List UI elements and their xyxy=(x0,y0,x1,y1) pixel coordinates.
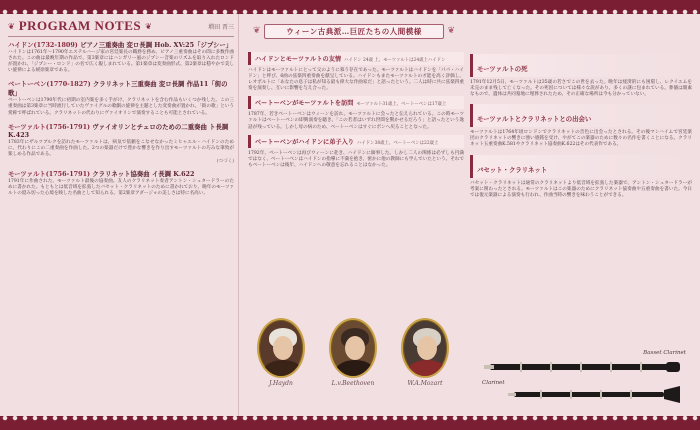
section-title: モーツァルトの死 xyxy=(477,65,528,73)
haydn-portrait-image xyxy=(257,318,305,378)
clarinet-drawing xyxy=(480,348,690,418)
face-shape xyxy=(417,336,437,360)
section-title: ベートーベンがモーツァルトを訪問 xyxy=(255,100,354,108)
program-notes-page xyxy=(8,18,234,414)
section-subtitle: ハイドン38歳上、ベートーベンは22歳上 xyxy=(357,140,439,146)
portrait-mozart xyxy=(394,318,456,387)
work-title: クラリネット三重奏曲 変ロ長調 作品11「街の歌」 xyxy=(8,80,228,98)
work-title: クラリネット協奏曲 イ長調 K.622 xyxy=(92,169,195,178)
coat-shape xyxy=(335,360,375,378)
entry-title xyxy=(8,79,234,97)
clarinet-icon xyxy=(508,386,680,403)
basset-clarinet-icon xyxy=(484,362,680,372)
banner-title: ❦ ウィーン古典派…巨匠たちの人間模様 xyxy=(286,27,422,36)
entry-title xyxy=(8,122,234,139)
program-notes-header xyxy=(8,18,234,37)
portrait-caption: J.Haydn xyxy=(269,380,293,387)
section-body: 1787年、若きベートーベンはウィーンを訪れ、モーツァルトに会ったと伝えられている。この時モーツァルトはベートーベンの即興演奏を聴き、「この若者はいずれ世間を驚かせるだろう」と語ったという逸話が残っている。しかし母の病のため、ベートーベンはすぐにボンへ戻ることとなった。 xyxy=(248,112,464,130)
section-body: バセット・クラリネットは通常のクラリネットより低音域を拡張した楽器で、アントン・シュタードラーが考案に関わったとされる。モーツァルトはこの楽器のためにクラリネット協奏曲や五重奏曲を書いた。今日では復元楽器による演奏も行われ、作曲当時の響きを味わうことができる。 xyxy=(470,180,692,198)
section-title: バセット・クラリネット xyxy=(477,165,548,174)
entry-title xyxy=(8,40,234,49)
history-banner xyxy=(264,24,444,39)
program-entry xyxy=(8,122,234,164)
face-shape xyxy=(345,336,365,360)
clarinet-label: Clarinet xyxy=(482,380,505,386)
ornament-icon: ❦ xyxy=(8,21,15,31)
section-title: ベートーベンがハイドンに弟子入り xyxy=(255,138,354,146)
section-header xyxy=(248,96,464,109)
program-entry xyxy=(8,79,234,116)
section-body: モーツァルトは1764年頃ロンドンでクラリネットの音色に出会ったとされる。その後マンハイムで宮廷楽団のクラリネットの響きに強い感銘を受け、やがてこの楽器のために数々の名作を書くことになる。クラリネット五重奏曲K.581やクラリネット協奏曲K.622はその代表作である。 xyxy=(470,130,692,148)
clarinet-illustration xyxy=(480,348,690,418)
section-body: 1791年12月5日、モーツァルトは35歳の若さでこの世を去った。晩年は経済的にも困窮し、レクイエムを未完のまま残して亡くなった。その死因については様々な説があり、多くの謎に包まれている。葬儀は簡素なもので、遺体は共同墓地に埋葬されたため、その正確な場所は今も分かっていない。 xyxy=(470,80,692,98)
ornament-icon: ❦ xyxy=(145,21,152,31)
entry-title xyxy=(8,169,234,178)
coat-shape xyxy=(263,360,303,378)
history-sections xyxy=(248,48,464,169)
section-body: 1792年、ベートーベンは再びウィーンに赴き、ハイドンに師事した。しかし二人の関係は必ずしも円満ではなく、ベートーベンはハイドンの指導に不満を抱き、密かに他の教師にも学んでいたという。それでもベートーベンは後年、ハイドンへの敬意を忘れることはなかった。 xyxy=(248,150,464,168)
section-subtitle: ハイドン 24歳 上、モーツァルトは24歳上ハイドン xyxy=(344,58,446,63)
section-subtitle: モーツァルト31歳上、ベートーベンは17歳上 xyxy=(356,102,447,108)
section-header xyxy=(248,135,464,148)
composer-name: モーツァルト(1756-1791) xyxy=(8,169,91,178)
section-body: ハイドンはモーツァルトにとって父のように慕う存在であった。モーツァルトはハイドンを「パパ・ハイドン」と呼び、6曲の弦楽四重奏曲を献呈している。ハイドンもまたモーツァルトの才能を高く評価し、レオポルトに「あなたの息子は私が知る最も偉大な作曲家だ」と語ったという。二人は時に共に弦楽四重奏を演奏し、互いに影響を与え合った。 xyxy=(248,68,464,92)
face-shape xyxy=(273,336,293,360)
entry-body: ベートーベンは1790年代に初期の室内楽を多く手がけ、クラリネットを含む作品もいくつか残した。この三重奏曲は第3楽章に当時流行していたヴァイグルの歌劇の旋律を主題とした変奏曲が置かれ、「街の歌」という愛称で呼ばれている。クラリネットの代わりにヴァイオリンで演奏することも可能とされている。 xyxy=(8,98,234,116)
composer-name: ハイドン(1732-1809) xyxy=(8,41,78,49)
program-entry xyxy=(8,40,234,74)
work-title: ピアノ三重奏曲 変ロ長調 Hob. XV:25「ジプシー」 xyxy=(80,41,233,49)
mozart-portrait-image xyxy=(401,318,449,378)
bottom-lace-border xyxy=(0,416,700,430)
portrait-caption: W.A.Mozart xyxy=(407,380,443,387)
composer-portraits xyxy=(250,318,456,387)
portrait-caption: L.v.Beethoven xyxy=(331,380,375,387)
entry-body: ハイドンは1761年～1790年エステルハージ家の宮廷楽長の職務を務め、ピアノ三重奏曲はその間に多数作曲された。この曲は最晩年期の作品で、第3楽章にはハンガリー風のジプシー音楽のリズムを取り入れたロンドが置かれ、「ジプシー・ロンド」の名で広く親しまれている。第1楽章は変奏曲形式、第2楽章は穏やかで美しい旋律による緩徐楽章である。 xyxy=(8,50,234,74)
section-header xyxy=(470,155,692,178)
mozart-clarinet-page xyxy=(470,18,692,414)
top-lace-border xyxy=(0,0,700,14)
page-fold xyxy=(238,14,239,416)
entry-body: 1791年に作曲された、モーツァルト最後の協奏曲。友人のクラリネット奏者アントン・シュタードラーのために書かれた。もともとは低音域を拡張したバセット・クラリネットのために書かれており、晩年のモーツァルトの澄み切った心境を映した名曲として知られる。第2楽章アダージョの美しさは特に名高い。 xyxy=(8,178,234,197)
coat-shape xyxy=(407,360,447,378)
section-header xyxy=(470,104,692,127)
entry-body: 1783年にザルツブルクを訪れたモーツァルトは、病気で依頼をこなせなかったミヒャエル・ハイドンのために、代わりにこの二重奏曲を作曲した。2つの楽器だけで豊かな響きを作り出すモーツァルトの巧みな筆致が楽しめる作品である。 xyxy=(8,139,234,157)
composer-name: モーツァルト(1756-1791) xyxy=(8,122,91,131)
program-entry xyxy=(8,169,234,197)
program-notes-title: PROGRAM NOTES xyxy=(18,18,142,33)
composer-name: ベートーベン(1770-1827) xyxy=(8,80,91,89)
section-header xyxy=(248,52,464,65)
portrait-haydn xyxy=(250,318,312,387)
section-title: ハイドンとモーツァルトの友情 xyxy=(255,56,342,63)
basset-clarinet-label: Basset Clarinet xyxy=(643,350,686,356)
author-name: 増田 晋三 xyxy=(208,23,234,31)
history-page xyxy=(244,18,464,414)
beethoven-portrait-image xyxy=(329,318,377,378)
portrait-beethoven xyxy=(322,318,384,387)
section-header xyxy=(470,54,692,77)
entry-note: (つづく) xyxy=(216,158,234,164)
work-title: ヴァイオリンとチェロのための二重奏曲 ト長調 K.423 xyxy=(8,122,229,139)
section-title: モーツァルトとクラリネットとの出会い xyxy=(477,115,592,124)
